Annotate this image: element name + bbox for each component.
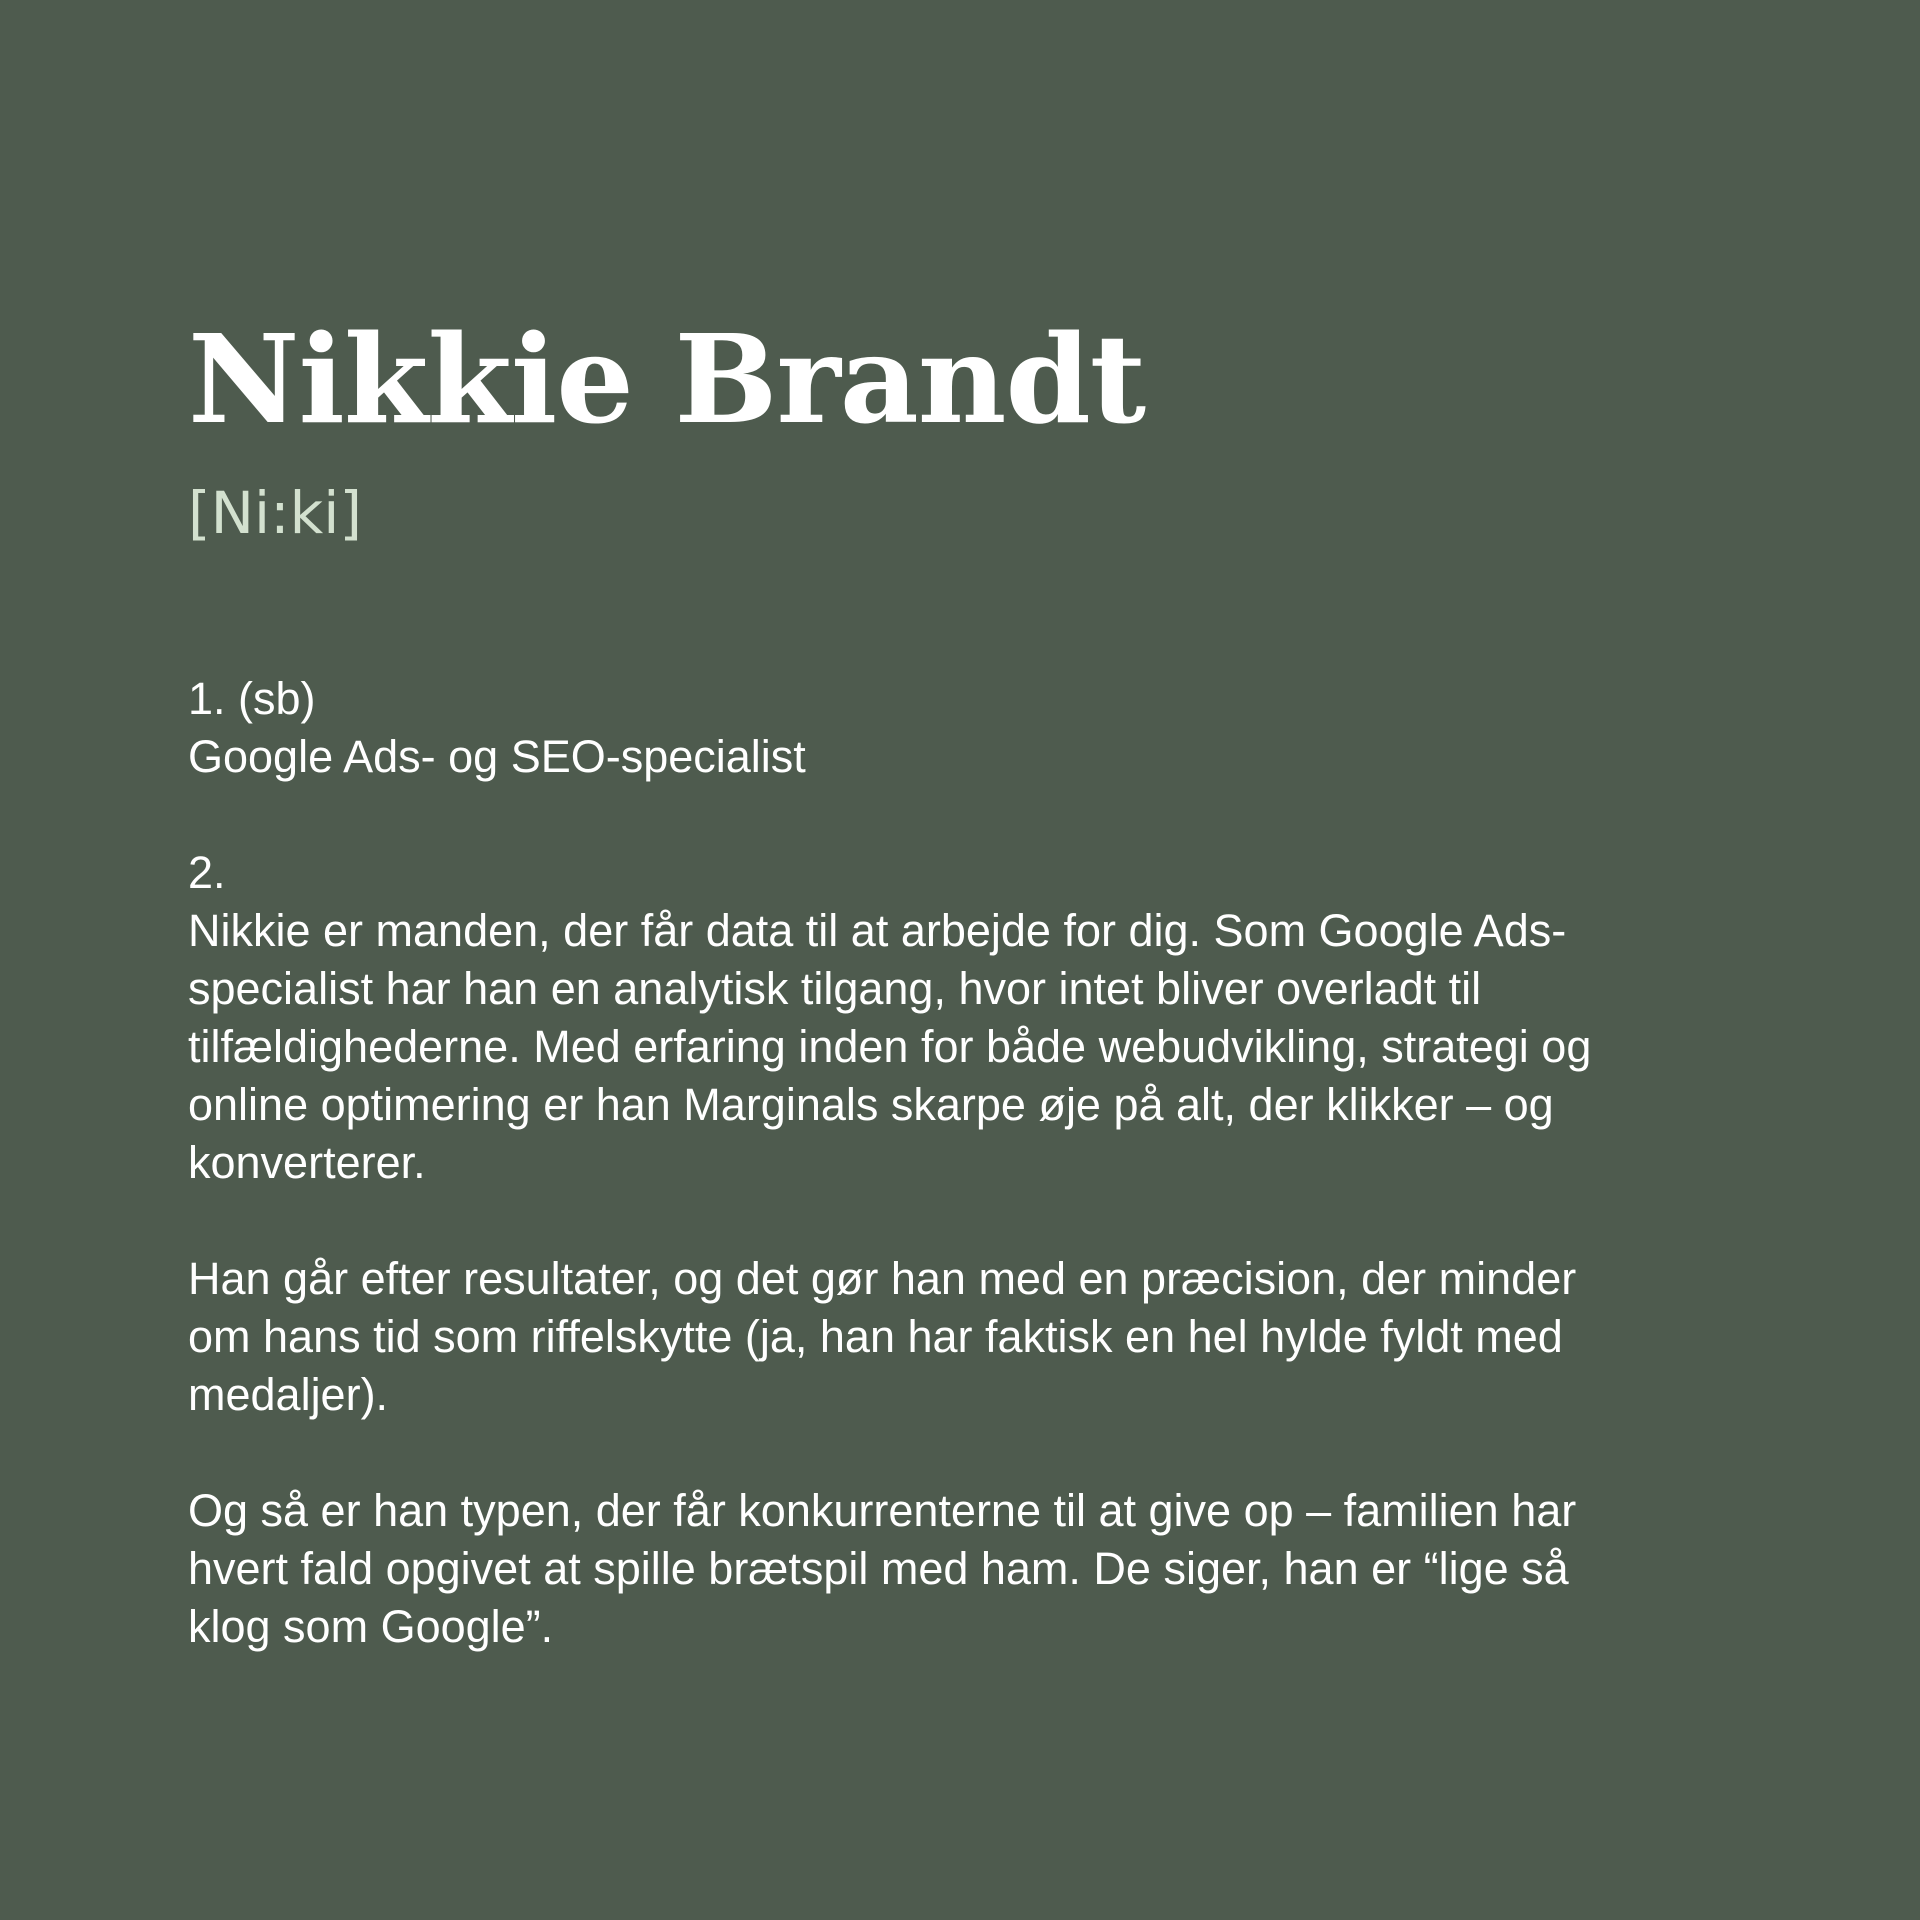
paragraph-1-line: Nikkie er manden, der får data til at arbejde for dig. Som Google Ads-: [188, 905, 1567, 956]
definition-2-number: 2.: [188, 847, 226, 898]
spacer: [188, 1192, 1748, 1250]
definitions: [188, 670, 1748, 1656]
paragraph-1-line: online optimering er han Marginals skarpe øje på alt, der klikker – og: [188, 1079, 1554, 1130]
paragraph-1-line: specialist har han en analytisk tilgang, hvor intet bliver overladt til: [188, 963, 1482, 1014]
paragraph-3-line: hvert fald opgivet at spille brætspil med ham. De siger, han er “lige så: [188, 1543, 1569, 1594]
entry-name: Nikkie Brandt: [188, 307, 1146, 451]
paragraph-1-line: tilfældighederne. Med erfaring inden for både webudvikling, strategi og: [188, 1021, 1592, 1072]
paragraph-2-line: medaljer).: [188, 1369, 389, 1420]
profile-card: [188, 307, 1748, 1656]
paragraph-3-line: Og så er han typen, der får konkurrenterne til at give op – familien har: [188, 1485, 1577, 1536]
paragraph-3-line: klog som Google”.: [188, 1601, 554, 1652]
spacer: [188, 1424, 1748, 1482]
paragraph-1-line: konverterer.: [188, 1137, 426, 1188]
paragraph-2-line: om hans tid som riffelskytte (ja, han har faktisk en hel hylde fyldt med: [188, 1311, 1563, 1362]
paragraph-2-line: Han går efter resultater, og det gør han med en præcision, der minder: [188, 1253, 1577, 1304]
pronunciation: [Ni:ki]: [188, 479, 362, 547]
definition-1-text: Google Ads- og SEO-specialist: [188, 731, 806, 782]
spacer: [188, 786, 1748, 844]
definition-1-number: 1. (sb): [188, 673, 316, 724]
